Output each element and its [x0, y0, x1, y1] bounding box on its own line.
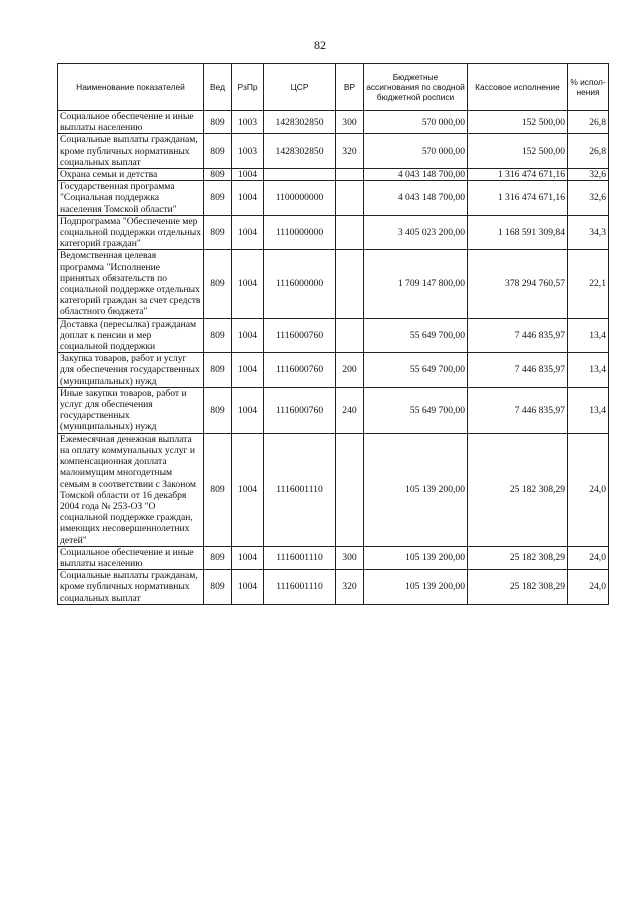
cell-vr — [336, 250, 364, 318]
cell-ved: 809 — [204, 134, 232, 169]
header-csr: ЦСР — [264, 64, 336, 111]
cell-execution: 7 446 835,97 — [468, 318, 568, 353]
cell-ved: 809 — [204, 250, 232, 318]
header-execution: Кассовое исполнение — [468, 64, 568, 111]
cell-percent: 32,6 — [568, 169, 609, 181]
cell-name: Социальные выплаты гражданам, кроме публичных нормативных социальных выплат — [58, 570, 204, 605]
cell-rzpr: 1004 — [232, 318, 264, 353]
cell-ved: 809 — [204, 318, 232, 353]
cell-vr: 240 — [336, 387, 364, 433]
cell-percent: 24,0 — [568, 546, 609, 569]
table-row — [58, 570, 609, 605]
cell-rzpr: 1004 — [232, 215, 264, 250]
cell-name: Закупка товаров, работ и услуг для обеспечения государственных (муниципальных) нужд — [58, 353, 204, 388]
cell-rzpr: 1004 — [232, 433, 264, 546]
cell-percent: 26,8 — [568, 134, 609, 169]
cell-execution: 7 446 835,97 — [468, 387, 568, 433]
cell-execution: 152 500,00 — [468, 111, 568, 134]
cell-assignments: 1 709 147 800,00 — [364, 250, 468, 318]
cell-execution: 25 182 308,29 — [468, 546, 568, 569]
cell-rzpr: 1004 — [232, 353, 264, 388]
cell-name: Доставка (пересылка) гражданам доплат к пенсии и мер социальной поддержки — [58, 318, 204, 353]
table-row — [58, 111, 609, 134]
page-number: 82 — [314, 38, 326, 52]
cell-name: Ведомственная целевая программа "Исполнение принятых обязательств по социальной поддержке отдельных категорий граждан за счет средств областного бюджета" — [58, 250, 204, 318]
cell-csr: 1116000760 — [264, 318, 336, 353]
table-row — [58, 433, 609, 546]
cell-assignments: 105 139 200,00 — [364, 433, 468, 546]
cell-execution: 378 294 760,57 — [468, 250, 568, 318]
cell-csr: 1116001110 — [264, 546, 336, 569]
cell-execution: 152 500,00 — [468, 134, 568, 169]
cell-csr: 1116001110 — [264, 570, 336, 605]
cell-csr: 1100000000 — [264, 181, 336, 216]
cell-name: Ежемесячная денежная выплата на оплату коммунальных услуг и компенсационная доплата малоимущим многодетным семьям в соответствии с Законом Томской области от 16 декабря 2004 года № 253-ОЗ "О социальной поддержке граждан, имеющих несовершеннолетних детей" — [58, 433, 204, 546]
table-row — [58, 181, 609, 216]
cell-assignments: 570 000,00 — [364, 134, 468, 169]
cell-rzpr: 1003 — [232, 134, 264, 169]
cell-rzpr: 1004 — [232, 169, 264, 181]
header-assignments: Бюджетные ассигнования по сводной бюджетной росписи — [364, 64, 468, 111]
table-row — [58, 169, 609, 181]
cell-ved: 809 — [204, 215, 232, 250]
cell-name: Охрана семьи и детства — [58, 169, 204, 181]
cell-assignments: 55 649 700,00 — [364, 353, 468, 388]
cell-name: Иные закупки товаров, работ и услуг для обеспечения государственных (муниципальных) нужд — [58, 387, 204, 433]
cell-execution: 1 168 591 309,84 — [468, 215, 568, 250]
cell-name: Социальное обеспечение и иные выплаты населению — [58, 546, 204, 569]
cell-vr — [336, 181, 364, 216]
cell-csr: 1116000760 — [264, 353, 336, 388]
cell-vr: 300 — [336, 546, 364, 569]
header-row — [58, 64, 609, 111]
cell-name: Социальное обеспечение и иные выплаты населению — [58, 111, 204, 134]
cell-vr — [336, 318, 364, 353]
cell-vr — [336, 433, 364, 546]
cell-assignments: 55 649 700,00 — [364, 318, 468, 353]
cell-percent: 13,4 — [568, 387, 609, 433]
cell-execution: 1 316 474 671,16 — [468, 169, 568, 181]
table-row — [58, 353, 609, 388]
cell-ved: 809 — [204, 353, 232, 388]
cell-csr: 1116001110 — [264, 433, 336, 546]
cell-execution: 7 446 835,97 — [468, 353, 568, 388]
cell-assignments: 4 043 148 700,00 — [364, 169, 468, 181]
cell-percent: 13,4 — [568, 318, 609, 353]
cell-vr: 320 — [336, 134, 364, 169]
cell-vr — [336, 169, 364, 181]
cell-rzpr: 1003 — [232, 111, 264, 134]
header-ved: Вед — [204, 64, 232, 111]
cell-percent: 24,0 — [568, 570, 609, 605]
cell-csr: 1116000000 — [264, 250, 336, 318]
cell-vr — [336, 215, 364, 250]
table-row — [58, 215, 609, 250]
cell-percent: 13,4 — [568, 353, 609, 388]
cell-ved: 809 — [204, 181, 232, 216]
cell-csr: 1116000760 — [264, 387, 336, 433]
cell-name: Социальные выплаты гражданам, кроме публичных нормативных социальных выплат — [58, 134, 204, 169]
cell-csr: 1110000000 — [264, 215, 336, 250]
cell-rzpr: 1004 — [232, 250, 264, 318]
table-row — [58, 134, 609, 169]
cell-assignments: 570 000,00 — [364, 111, 468, 134]
header-vr: ВР — [336, 64, 364, 111]
table-row — [58, 387, 609, 433]
cell-rzpr: 1004 — [232, 181, 264, 216]
cell-percent: 24,0 — [568, 433, 609, 546]
cell-csr: 1428302850 — [264, 134, 336, 169]
cell-ved: 809 — [204, 433, 232, 546]
cell-vr: 300 — [336, 111, 364, 134]
cell-rzpr: 1004 — [232, 546, 264, 569]
cell-execution: 1 316 474 671,16 — [468, 181, 568, 216]
table-row — [58, 546, 609, 569]
cell-name: Подпрограмма "Обеспечение мер социальной поддержки отдельных категорий граждан" — [58, 215, 204, 250]
cell-percent: 26,8 — [568, 111, 609, 134]
budget-table — [57, 63, 609, 605]
header-rzpr: РзПр — [232, 64, 264, 111]
cell-assignments: 55 649 700,00 — [364, 387, 468, 433]
cell-assignments: 105 139 200,00 — [364, 570, 468, 605]
table-row — [58, 318, 609, 353]
cell-ved: 809 — [204, 570, 232, 605]
cell-execution: 25 182 308,29 — [468, 433, 568, 546]
cell-csr: 1428302850 — [264, 111, 336, 134]
cell-vr: 320 — [336, 570, 364, 605]
table-row — [58, 250, 609, 318]
cell-vr: 200 — [336, 353, 364, 388]
cell-ved: 809 — [204, 111, 232, 134]
cell-ved: 809 — [204, 387, 232, 433]
header-percent: % испол-нения — [568, 64, 609, 111]
cell-execution: 25 182 308,29 — [468, 570, 568, 605]
cell-percent: 34,3 — [568, 215, 609, 250]
cell-ved: 809 — [204, 546, 232, 569]
cell-assignments: 105 139 200,00 — [364, 546, 468, 569]
cell-percent: 32,6 — [568, 181, 609, 216]
header-name: Наименование показателей — [58, 64, 204, 111]
cell-ved: 809 — [204, 169, 232, 181]
cell-rzpr: 1004 — [232, 387, 264, 433]
cell-percent: 22,1 — [568, 250, 609, 318]
cell-csr — [264, 169, 336, 181]
cell-assignments: 3 405 023 200,00 — [364, 215, 468, 250]
cell-name: Государственная программа "Социальная поддержка населения Томской области" — [58, 181, 204, 216]
cell-assignments: 4 043 148 700,00 — [364, 181, 468, 216]
cell-rzpr: 1004 — [232, 570, 264, 605]
